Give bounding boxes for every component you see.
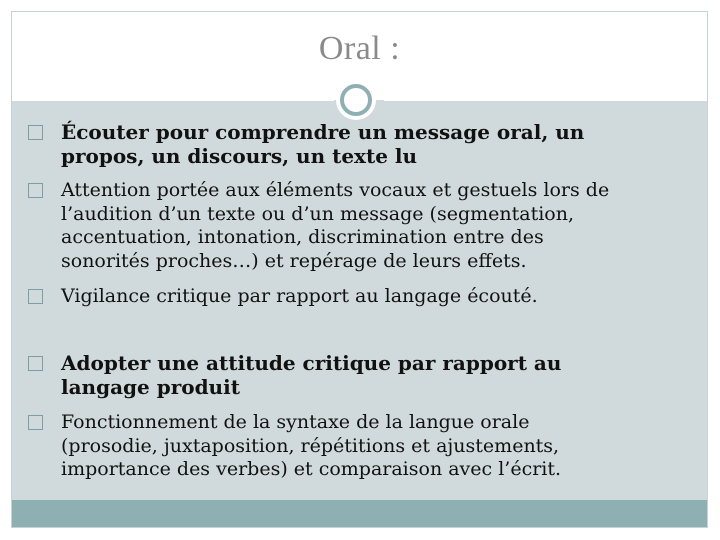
title-divider-left	[12, 100, 334, 101]
slide-title: Oral :	[318, 30, 401, 67]
heading-text: Adopter une attitude critique par rapport au langage produit	[61, 351, 562, 399]
circle-ornament-icon	[336, 80, 376, 120]
heading-text: Écouter pour comprendre un message oral, un propos, un discours, un texte lu	[61, 120, 585, 168]
square-bullet-icon	[28, 125, 43, 140]
item-text: Attention portée aux éléments vocaux et gestuels lors de l’audition d’un texte ou d’un message (segmentation, accentuation, intonation, discrimination entre des sonorités proches…) et repérage de leurs effets.	[61, 179, 610, 272]
list-item	[28, 285, 681, 309]
list-item	[28, 179, 681, 273]
item-text: Fonctionnement de la syntaxe de la langue orale (prosodie, juxtaposition, répétitions et ajustements, importance des verbes) et comparaison avec l’écrit.	[61, 411, 562, 480]
section-heading-2	[28, 352, 681, 399]
footer-bar	[12, 500, 707, 527]
square-bullet-icon	[28, 289, 43, 304]
section-heading-1	[28, 121, 681, 168]
title-divider-right	[384, 100, 707, 101]
square-bullet-icon	[28, 356, 43, 371]
list-item	[28, 411, 681, 482]
square-bullet-icon	[28, 183, 43, 198]
item-text: Vigilance critique par rapport au langage écouté.	[61, 285, 538, 307]
square-bullet-icon	[28, 415, 43, 430]
